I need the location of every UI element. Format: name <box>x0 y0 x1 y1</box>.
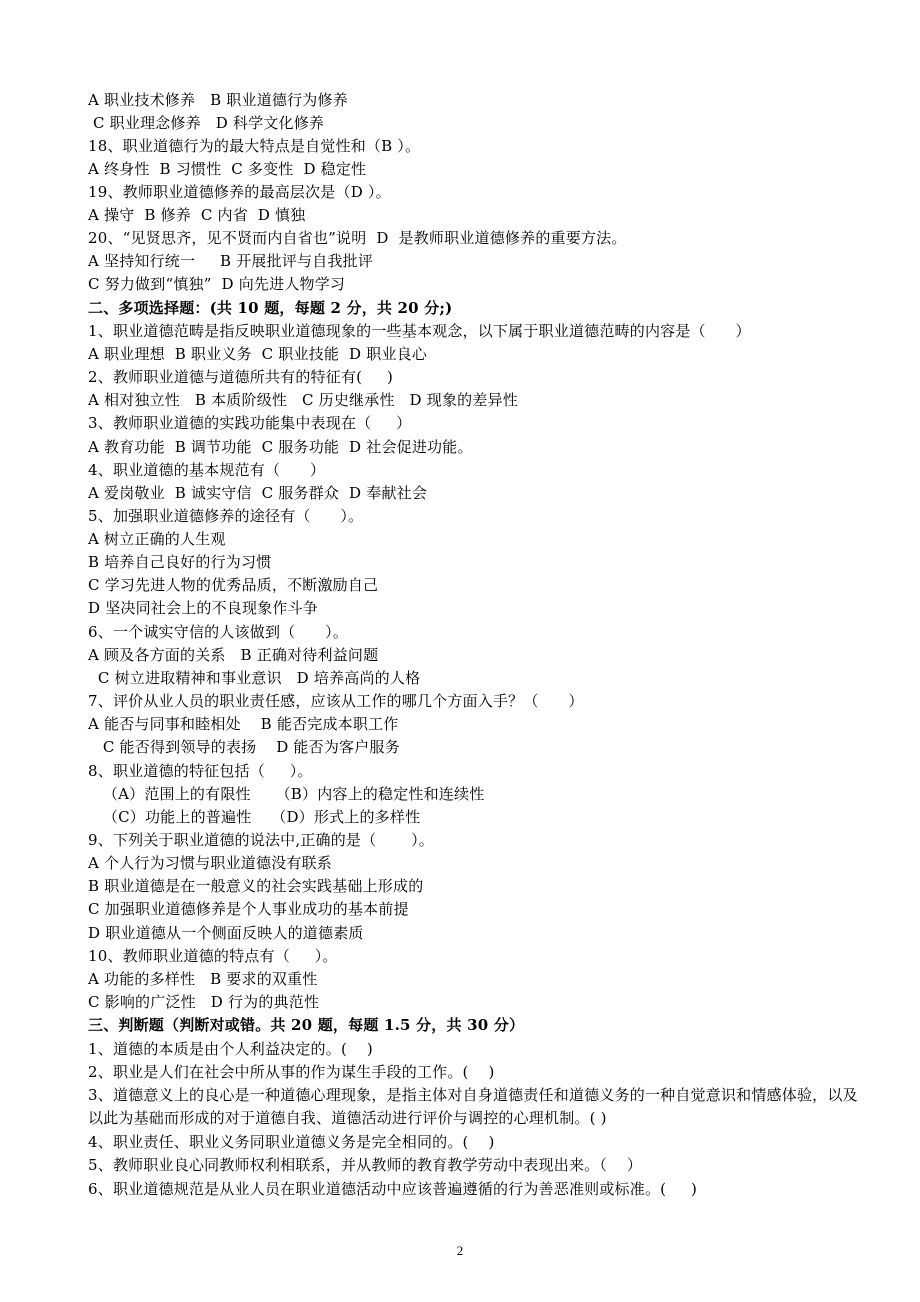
text-line: 9、下列关于职业道德的说法中,正确的是（ ）。 <box>88 831 434 849</box>
text-line: 1、职业道德范畴是指反映职业道德现象的一些基本观念，以下属于职业道德范畴的内容是（ ） <box>88 322 751 340</box>
text-line: C 影响的广泛性 D 行为的典范性 <box>88 993 320 1011</box>
text-line: 4、职业责任、职业义务同职业道德义务是完全相同的。( ) <box>88 1133 495 1151</box>
text-line: A 操守 B 修养 C 内省 D 慎独 <box>88 206 306 224</box>
text-line: A 功能的多样性 B 要求的双重性 <box>88 970 318 988</box>
text-line: A 坚持知行统一 B 开展批评与自我批评 <box>88 252 374 270</box>
text-line: D 坚决同社会上的不良现象作斗争 <box>88 599 318 617</box>
text-line: 10、教师职业道德的特点有（ ）。 <box>88 947 338 965</box>
text-line: （C）功能上的普遍性 （D）形式上的多样性 <box>88 808 421 826</box>
text-line: A 教育功能 B 调节功能 C 服务功能 D 社会促进功能。 <box>88 438 473 456</box>
text-line: 6、职业道德规范是从业人员在职业道德活动中应该普遍遵循的行为善恶准则或标准。( ) <box>88 1180 698 1198</box>
text-line: 2、教师职业道德与道德所共有的特征有( ) <box>88 368 394 386</box>
text-line: 5、教师职业良心同教师权利相联系，并从教师的教育教学劳动中表现出来。（ ） <box>88 1156 643 1174</box>
text-line: A 职业理想 B 职业义务 C 职业技能 D 职业良心 <box>88 345 428 363</box>
section-heading: 三、判断题（判断对或错。共 20 题，每题 1.5 分，共 30 分） <box>88 1016 525 1034</box>
text-line: 7、评价从业人员的职业责任感，应该从工作的哪几个方面入手？（ ） <box>88 692 584 710</box>
text-line: 4、职业道德的基本规范有（ ） <box>88 461 326 479</box>
text-line: 2、职业是人们在社会中所从事的作为谋生手段的工作。( ) <box>88 1063 495 1081</box>
text-line: A 职业技术修养 B 职业道德行为修养 <box>88 91 348 109</box>
text-line: 19、教师职业道德修养的最高层次是（D ）。 <box>88 183 391 201</box>
text-line: A 能否与同事和睦相处 B 能否完成本职工作 <box>88 715 399 733</box>
text-line: A 爱岗敬业 B 诚实守信 C 服务群众 D 奉献社会 <box>88 484 428 502</box>
text-line: 3、道德意义上的良心是一种道德心理现象，是指主体对自身道德责任和道德义务的一种自觉意识和情感体验，以及以此为基础而形成的对于道德自我、道德活动进行评价与调控的心理机制。( ) <box>88 1086 858 1127</box>
text-line: C 树立进取精神和事业意识 D 培养高尚的人格 <box>88 669 421 687</box>
text-line: A 树立正确的人生观 <box>88 530 226 548</box>
text-line: 5、加强职业道德修养的途径有（ ）。 <box>88 507 364 525</box>
text-line: 6、一个诚实守信的人该做到（ ）。 <box>88 623 349 641</box>
text-line: A 顾及各方面的关系 B 正确对待利益问题 <box>88 646 379 664</box>
text-line: C 职业理念修养 D 科学文化修养 <box>88 114 325 132</box>
text-line: D 职业道德从一个侧面反映人的道德素质 <box>88 924 364 942</box>
text-line: B 职业道德是在一般意义的社会实践基础上形成的 <box>88 877 424 895</box>
section-heading: 二、多项选择题：(共 10 题，每题 2 分，共 20 分;) <box>88 299 453 317</box>
text-line: 3、教师职业道德的实践功能集中表现在（ ） <box>88 414 412 432</box>
text-line: A 终身性 B 习惯性 C 多变性 D 稳定性 <box>88 160 367 178</box>
text-line: C 能否得到领导的表扬 D 能否为客户服务 <box>88 738 400 756</box>
text-line: A 个人行为习惯与职业道德没有联系 <box>88 854 333 872</box>
page-number: 2 <box>456 1243 464 1258</box>
text-line: 1、道德的本质是由个人利益决定的。( ) <box>88 1040 373 1058</box>
text-line: 20、“见贤思齐，见不贤而内自省也”说明 D 是教师职业道德修养的重要方法。 <box>88 229 627 247</box>
text-line: A 相对独立性 B 本质阶级性 C 历史继承性 D 现象的差异性 <box>88 391 518 409</box>
text-line: 8、职业道德的特征包括（ ）。 <box>88 762 313 780</box>
text-line: C 努力做到“慎独” D 向先进人物学习 <box>88 275 346 293</box>
text-line: C 学习先进人物的优秀品质，不断激励自己 <box>88 576 379 594</box>
text-line: B 培养自己良好的行为习惯 <box>88 553 272 571</box>
text-line: C 加强职业道德修养是个人事业成功的基本前提 <box>88 900 409 918</box>
text-line: 18、职业道德行为的最大特点是自觉性和（B ）。 <box>88 137 421 155</box>
text-line: （A）范围上的有限性 （B）内容上的稳定性和连续性 <box>88 785 485 803</box>
